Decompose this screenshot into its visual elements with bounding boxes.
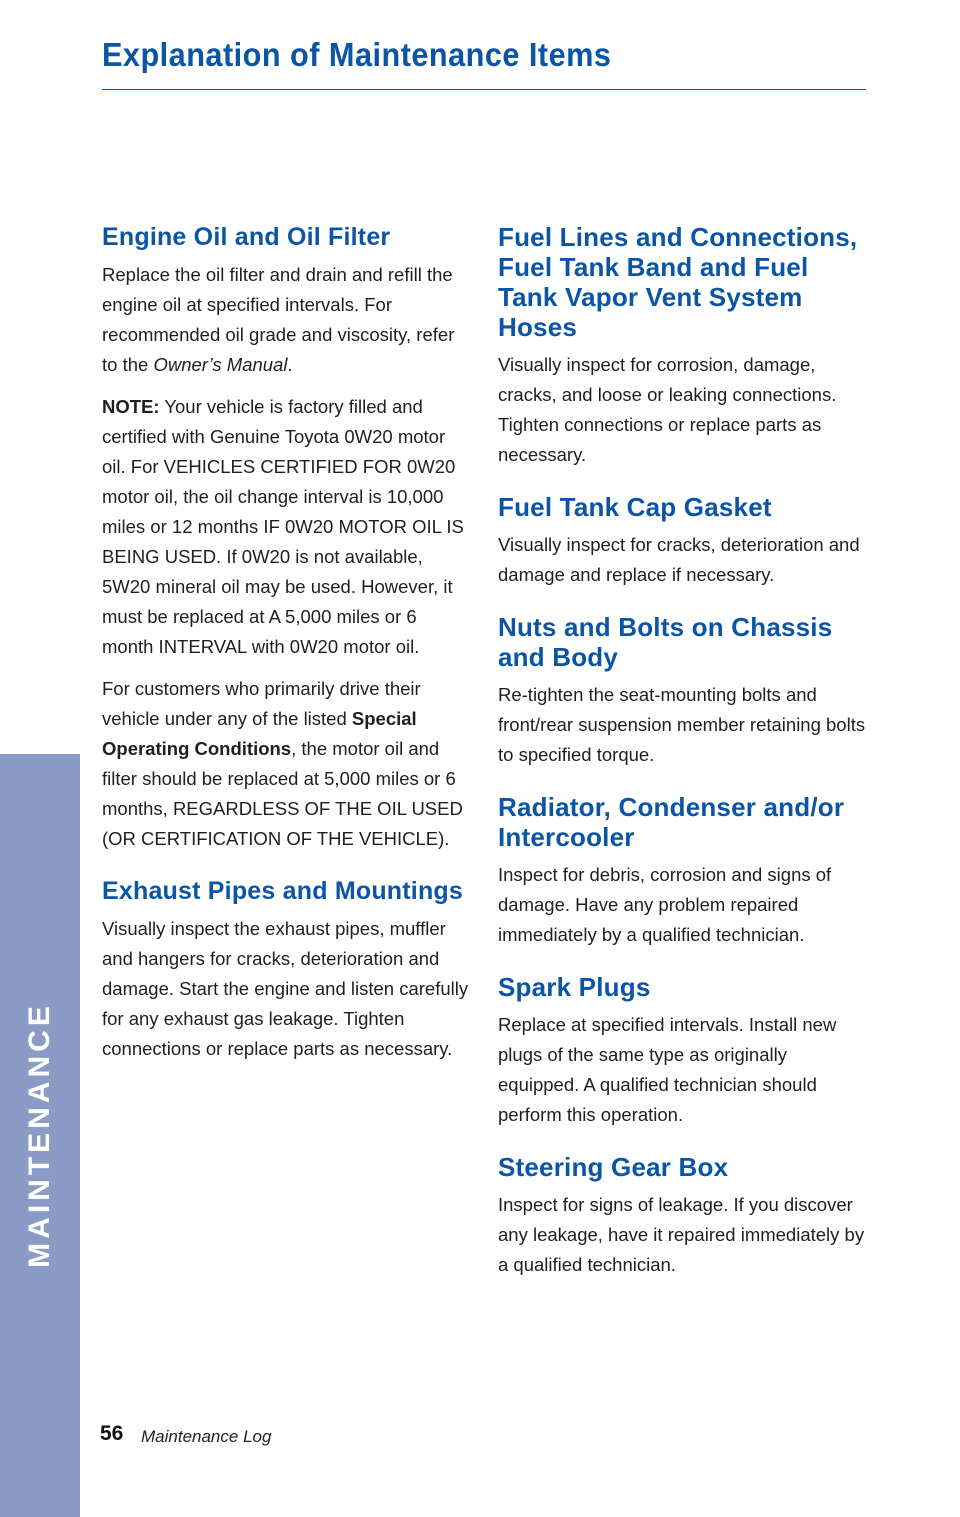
page-number: 56 (100, 1422, 124, 1445)
section-heading-spark-plugs: Spark Plugs (498, 972, 651, 1002)
section-fuel-cap (498, 492, 868, 590)
fuel-lines-text: Visually inspect for corrosion, damage, cracks, and loose or leaking connections. Tighten connections or replace parts as necessary. (498, 354, 837, 465)
section-heading-fuel-lines: Fuel Lines and Connections, Fuel Tank Band and Fuel Tank Vapor Vent System Hoses (498, 222, 858, 342)
section-heading-radiator: Radiator, Condenser and/or Intercooler (498, 792, 845, 852)
engine-oil-note (102, 392, 472, 662)
steering-text: Inspect for signs of leakage. If you discover any leakage, have it repaired immediately by a qualified technician. (498, 1194, 865, 1275)
footer-section-label: Maintenance Log (141, 1427, 272, 1446)
section-engine-oil (102, 222, 472, 854)
section-heading-fuel-cap: Fuel Tank Cap Gasket (498, 492, 772, 522)
section-fuel-lines (498, 222, 868, 470)
engine-oil-text: Replace the oil filter and drain and refill the engine oil at specified intervals. For recommended oil grade and viscosity, refer to the (102, 264, 455, 375)
owners-manual-reference: Owner’s Manual (153, 354, 288, 375)
engine-oil-paragraph (102, 260, 472, 380)
section-heading-steering: Steering Gear Box (498, 1152, 729, 1182)
special-conditions-label: Special Operating Conditions (102, 708, 417, 759)
special-conditions-text: For customers who primarily drive their vehicle under any of the listed (102, 678, 421, 729)
right-column (498, 222, 868, 1302)
section-nuts-bolts (498, 612, 868, 770)
section-heading-nuts-bolts: Nuts and Bolts on Chassis and Body (498, 612, 833, 672)
section-exhaust (102, 876, 472, 1064)
radiator-text: Inspect for debris, corrosion and signs of damage. Have any problem repaired immediately by a qualified technician. (498, 864, 832, 945)
nuts-bolts-text: Re-tighten the seat-mounting bolts and front/rear suspension member retaining bolts to specified torque. (498, 684, 866, 765)
section-heading-engine-oil: Engine Oil and Oil Filter (102, 223, 391, 251)
special-conditions-text-end: , the motor oil and filter should be replaced at 5,000 miles or 6 months, REGARDLESS OF THE OIL USED (OR CERTIFICATION OF THE VEHICLE). (102, 738, 463, 849)
side-section-tab-label: MAINTENANCE (23, 1002, 56, 1268)
section-heading-exhaust: Exhaust Pipes and Mountings (102, 877, 463, 905)
fuel-cap-text: Visually inspect for cracks, deterioration and damage and replace if necessary. (498, 534, 860, 585)
section-radiator (498, 792, 868, 950)
title-divider (102, 89, 866, 90)
section-steering (498, 1152, 868, 1280)
engine-oil-text-end: . (287, 354, 293, 375)
spark-plugs-text: Replace at specified intervals. Install new plugs of the same type as originally equipped. A qualified technician should perform this operation. (498, 1014, 837, 1125)
special-conditions-paragraph (102, 674, 472, 854)
page-title: Explanation of Maintenance Items (102, 36, 612, 73)
note-label: NOTE: (102, 396, 160, 417)
note-text: Your vehicle is factory filled and certified with Genuine Toyota 0W20 motor oil. For VEHICLES CERTIFIED FOR 0W20 motor oil, the oil change interval is 10,000 miles or 12 months IF 0W20 MOTOR OIL IS BEING USED. If 0W20 is not available, 5W20 mineral oil may be used. However, it must be replaced at A 5,000 miles or 6 month INTERVAL with 0W20 motor oil. (102, 396, 464, 657)
exhaust-text: Visually inspect the exhaust pipes, muffler and hangers for cracks, deterioration and damage. Start the engine and listen carefully for any exhaust gas leakage. Tighten connections or replace parts as necessary. (102, 918, 469, 1059)
left-column (102, 222, 472, 1086)
section-spark-plugs (498, 972, 868, 1130)
